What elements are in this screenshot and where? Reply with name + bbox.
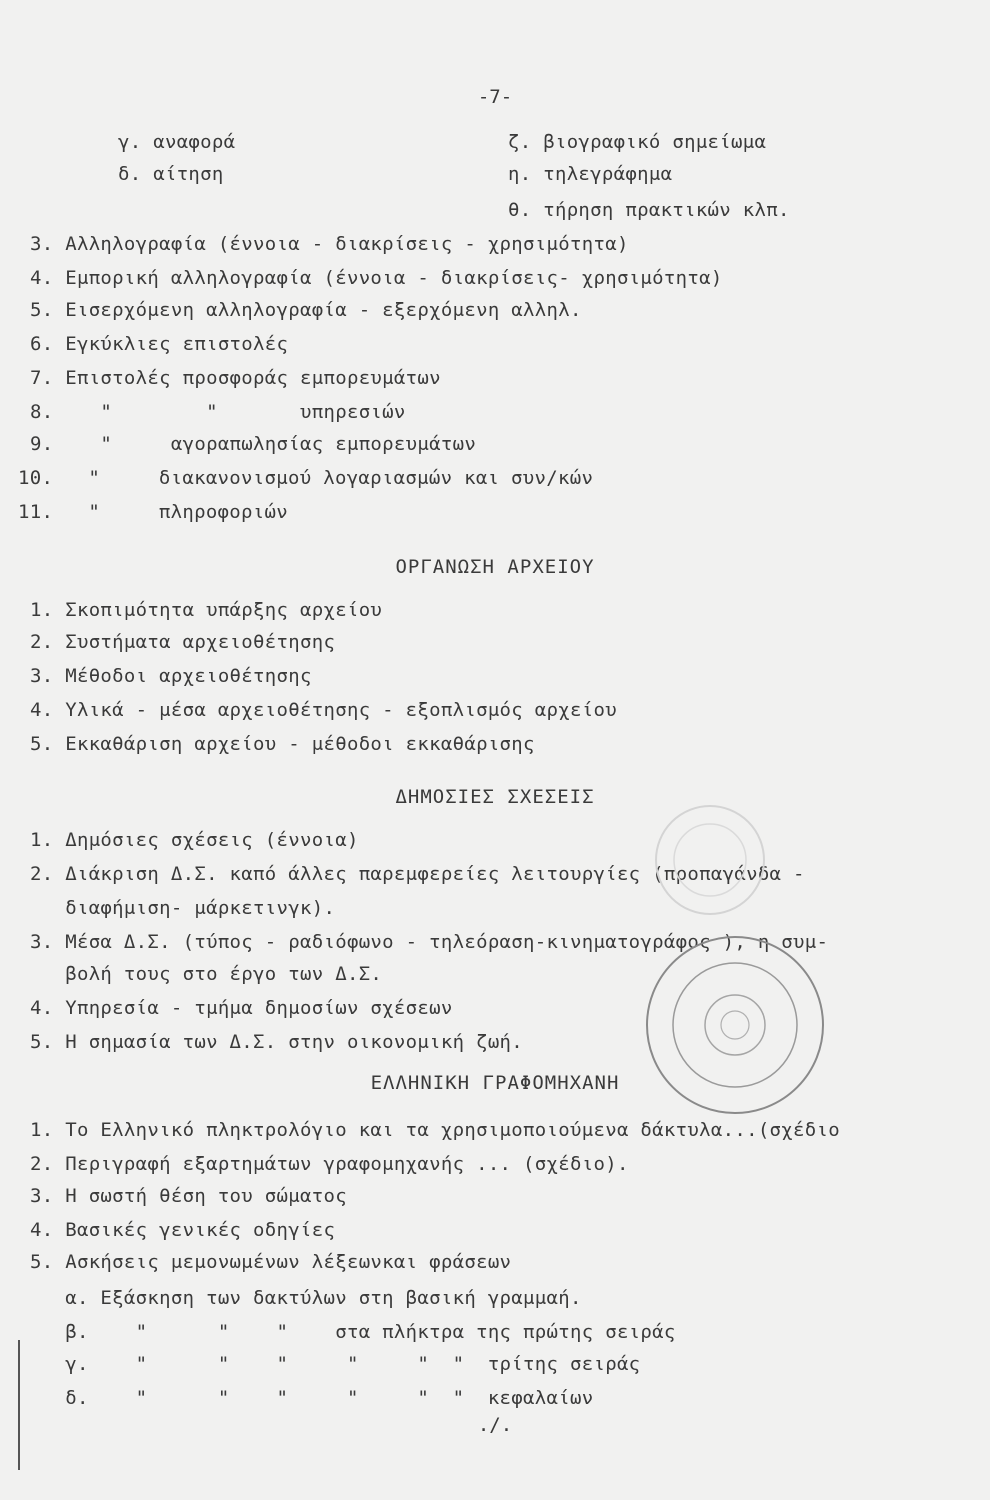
continuation-mark: ./.	[477, 1414, 513, 1436]
list-item: 5. Ασκήσεις μεμονωμένων λέξεωνκαι φράσεων	[30, 1251, 512, 1273]
list-item: 6. Εγκύκλιες επιστολές	[30, 333, 289, 355]
section-heading: ΕΛΛΗΝΙΚΗ ΓΡΑΦΟΜΗΧΑΝΗ	[370, 1072, 620, 1094]
list-item: 5. Εισερχόμενη αλληλογραφία - εξερχόμενη αλληλ.	[30, 299, 582, 321]
list-item: 2. Συστήματα αρχειοθέτησης	[30, 631, 336, 653]
list-item: 2. Περιγραφή εξαρτημάτων γραφομηχανής ... (σχέδιο).	[30, 1153, 629, 1175]
list-item: ζ. βιογραφικό σημείωμα	[508, 131, 767, 153]
section-heading: ΟΡΓΑΝΩΣΗ ΑΡΧΕΙΟΥ	[395, 556, 595, 578]
list-item: 9. " αγοραπωλησίας εμπορευμάτων	[30, 433, 477, 455]
page-number: -7-	[477, 86, 513, 108]
round-stamp-icon	[640, 930, 830, 1120]
list-item: 1. Δημόσιες σχέσεις (έννοια)	[30, 829, 359, 851]
list-item: 11. " πληροφοριών	[18, 501, 288, 523]
page-edge-line	[18, 1340, 20, 1470]
list-item: 5. Η σημασία των Δ.Σ. στην οικονομική ζωή.	[30, 1031, 524, 1053]
list-item: 2. Διάκριση Δ.Σ. καπό άλλες παρεμφερείες λειτουργίες (προπαγάνδα -	[30, 863, 805, 885]
list-item: 5. Εκκαθάριση αρχείου - μέθοδοι εκκαθάρισης	[30, 733, 535, 755]
list-item: διαφήμιση- μάρκετινγκ).	[30, 897, 336, 919]
list-item: 3. Αλληλογραφία (έννοια - διακρίσεις - χρησιμότητα)	[30, 233, 629, 255]
list-item: γ. αναφορά	[118, 131, 236, 153]
list-item: 4. Υπηρεσία - τμήμα δημοσίων σχέσεων	[30, 997, 453, 1019]
list-item: βολή τους στο έργο των Δ.Σ.	[30, 963, 383, 985]
list-item: 7. Επιστολές προσφοράς εμπορευμάτων	[30, 367, 441, 389]
list-item: γ. " " " " " " τρίτης σειράς	[30, 1353, 641, 1375]
list-item: 10. " διακανονισμού λογαριασμών και συν/κών	[18, 467, 594, 489]
list-item: 1. Το Ελληνικό πληκτρολόγιο και τα χρησιμοποιούμενα δάκτυλα...(σχέδιο	[30, 1119, 840, 1141]
section-heading: ΔΗΜΟΣΙΕΣ ΣΧΕΣΕΙΣ	[395, 786, 595, 808]
list-item: α. Εξάσκηση των δακτύλων στη βασική γραμμαή.	[30, 1287, 582, 1309]
list-item: 3. Μέσα Δ.Σ. (τύπος - ραδιόφωνο - τηλεόραση-κινηματογράφος ), η συμ-	[30, 931, 829, 953]
list-item: 8. " " υπηρεσιών	[30, 401, 406, 423]
faint-stamp-icon	[650, 800, 770, 920]
list-item: 4. Υλικά - μέσα αρχειοθέτησης - εξοπλισμός αρχείου	[30, 699, 617, 721]
list-item: 4. Βασικές γενικές οδηγίες	[30, 1219, 336, 1241]
list-item: θ. τήρηση πρακτικών κλπ.	[508, 199, 790, 221]
list-item: δ. " " " " " " κεφαλαίων	[30, 1387, 594, 1409]
list-item: β. " " " στα πλήκτρα της πρώτης σειράς	[30, 1321, 676, 1343]
list-item: 3. Η σωστή θέση του σώματος	[30, 1185, 347, 1207]
list-item: 3. Μέθοδοι αρχειοθέτησης	[30, 665, 312, 687]
list-item: η. τηλεγράφημα	[508, 163, 673, 185]
list-item: δ. αίτηση	[118, 163, 224, 185]
list-item: 1. Σκοπιμότητα υπάρξης αρχείου	[30, 599, 383, 621]
list-item: 4. Εμπορική αλληλογραφία (έννοια - διακρίσεις- χρησιμότητα)	[30, 267, 723, 289]
